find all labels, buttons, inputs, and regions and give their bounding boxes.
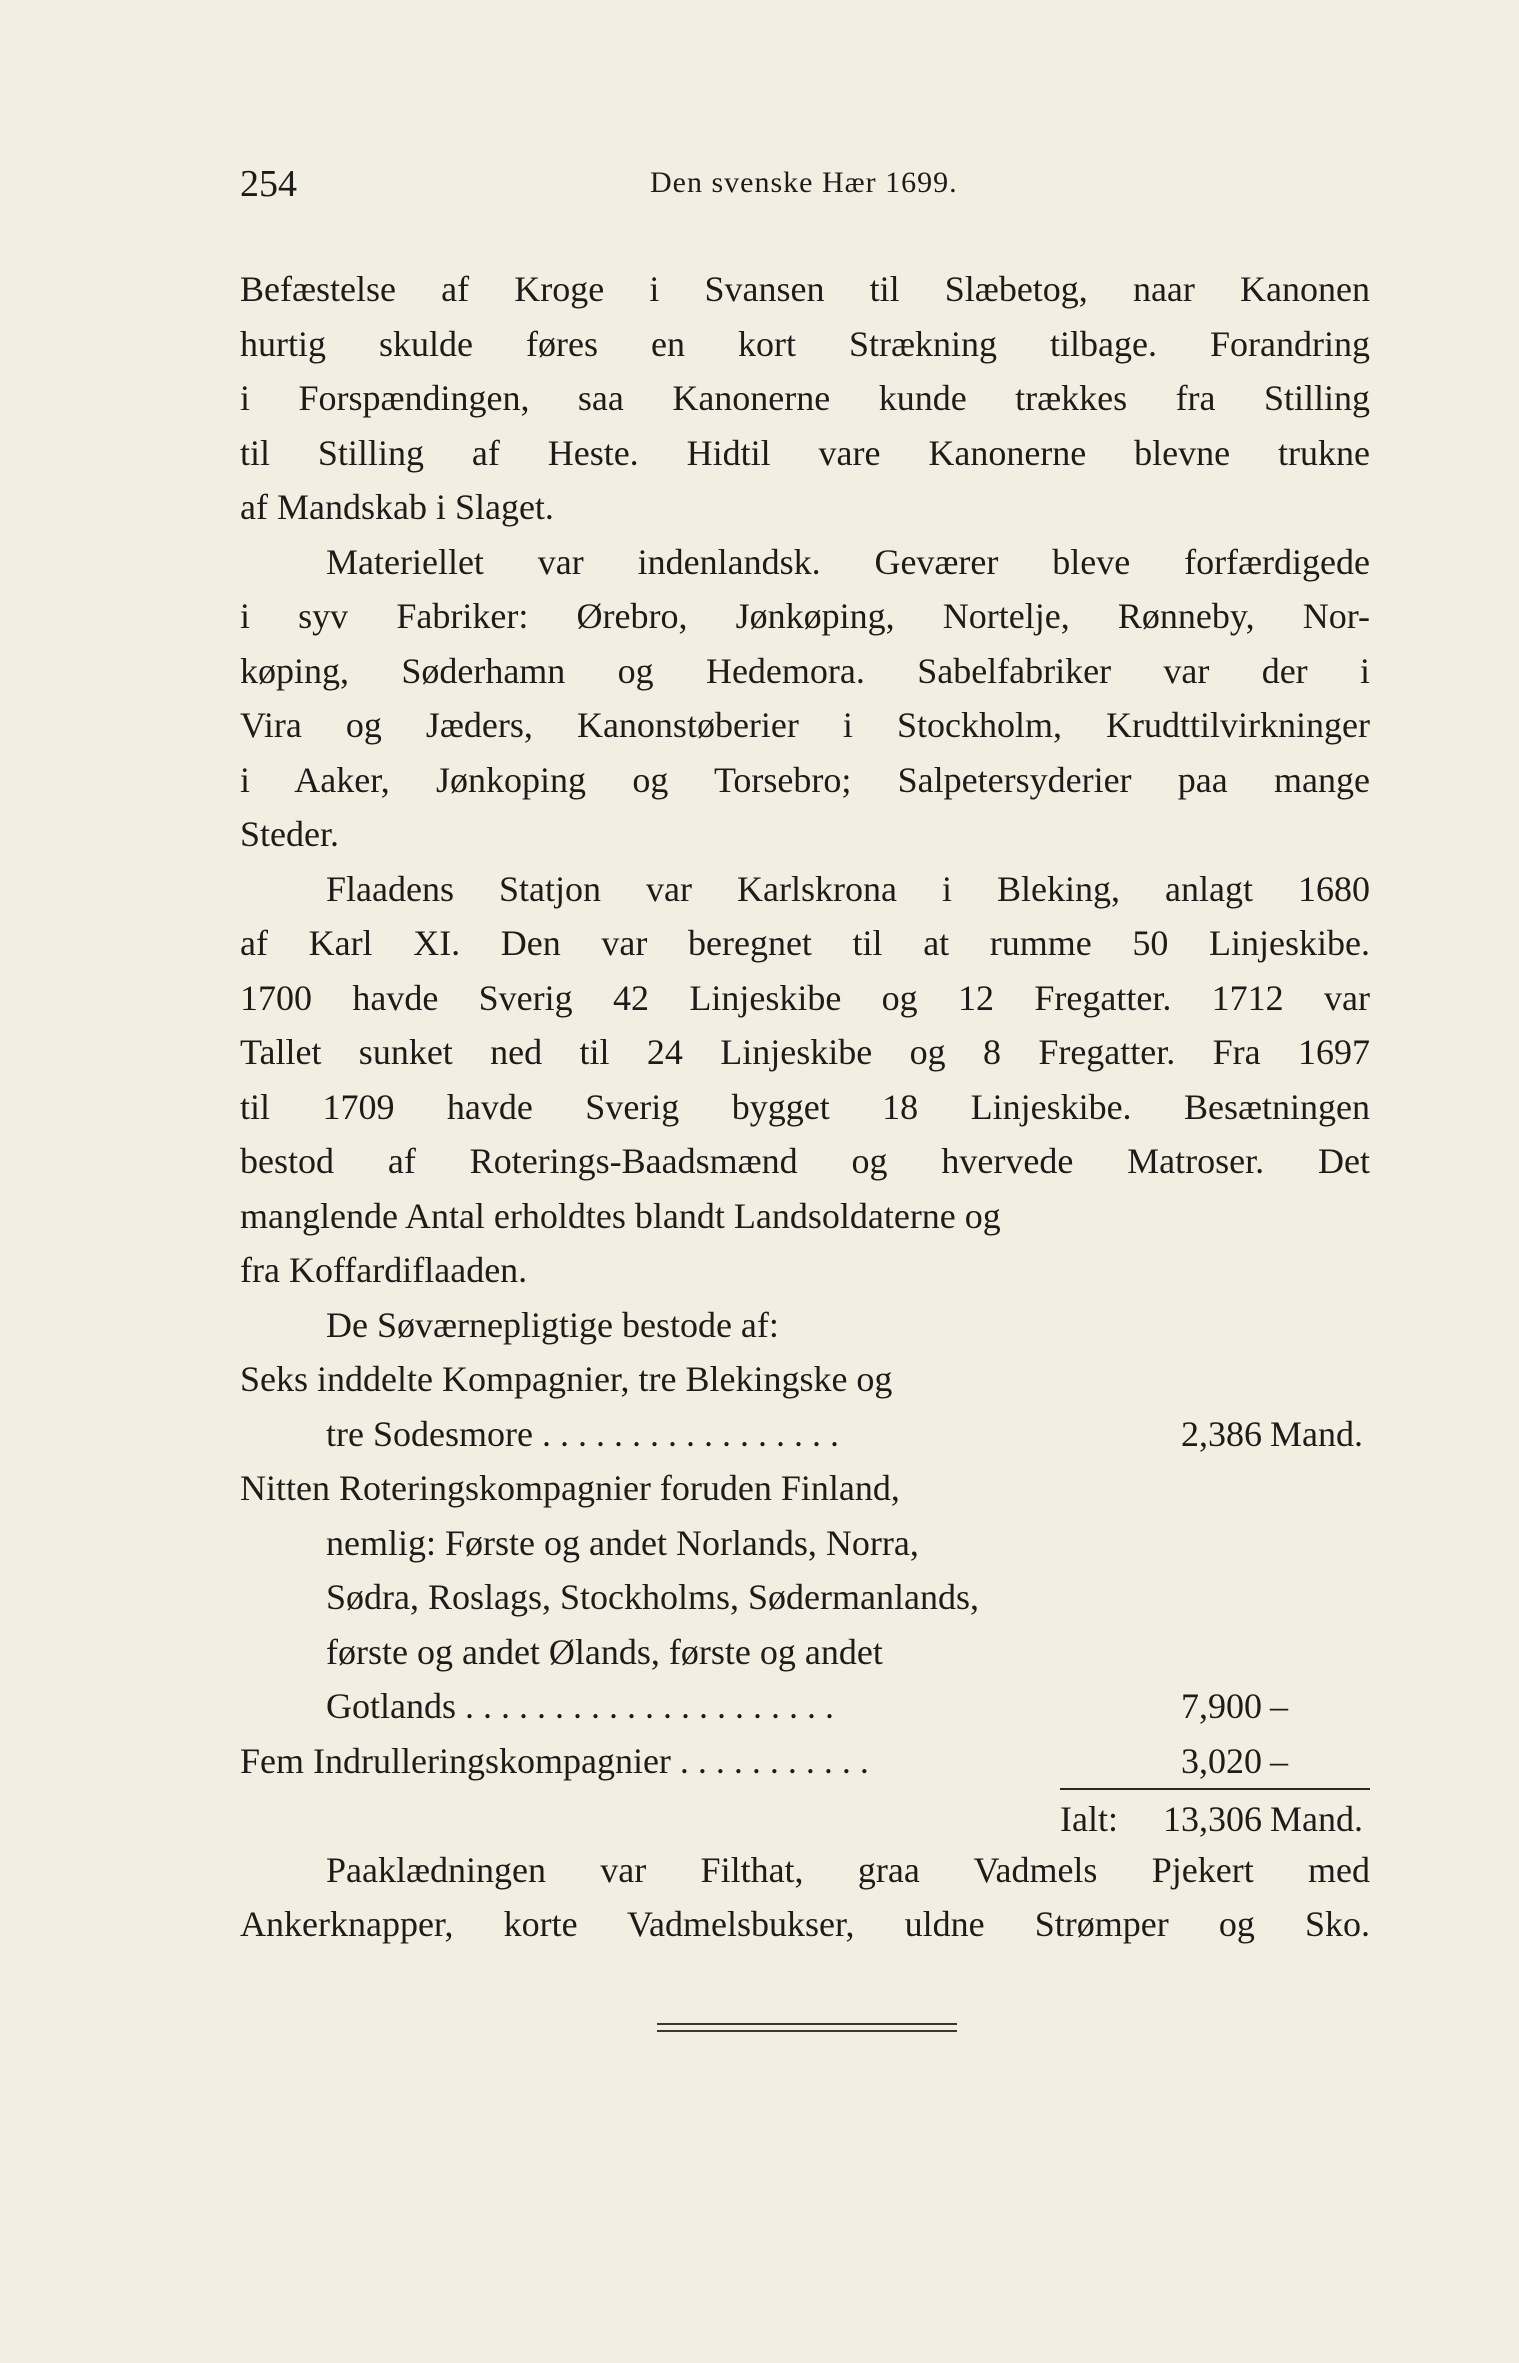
text-line: hurtig skulde føres en kort Strækning tilbage. Forandring bbox=[240, 323, 1370, 364]
paragraph-artillery bbox=[240, 262, 1370, 535]
text-line: Materiellet var indenlandsk. Geværer bleve forfærdigede bbox=[326, 541, 1370, 582]
text-line: Steder. bbox=[240, 814, 339, 854]
body-text bbox=[240, 262, 1370, 1952]
row-unit: – bbox=[1270, 1740, 1288, 1781]
text-line: bestod af Roterings-Baadsmænd og hvervede Matroser. Det bbox=[240, 1141, 1370, 1181]
table-row bbox=[240, 1679, 1370, 1734]
text-line: Ankerknapper, korte Vadmelsbukser, uldne Strømper og Sko. bbox=[240, 1904, 1370, 1944]
text-line: Befæstelse af Kroge i Svansen til Slæbetog, naar Kanonen bbox=[240, 269, 1370, 309]
paragraph-materiel bbox=[240, 535, 1370, 862]
text-line: i Forspændingen, saa Kanonerne kunde trækkes fra Stilling bbox=[240, 378, 1370, 418]
table-row bbox=[240, 1352, 1370, 1407]
table-row bbox=[240, 1625, 1370, 1680]
row-label: Gotlands . . . . . . . . . . . . . . . . . . . . . bbox=[326, 1686, 834, 1726]
total-unit: Mand. bbox=[1270, 1799, 1363, 1839]
row-unit: – bbox=[1270, 1686, 1288, 1726]
text-line: 1700 havde Sverig 42 Linjeskibe og 12 Fregatter. 1712 var bbox=[240, 977, 1370, 1018]
row-label: første og andet Ølands, første og andet bbox=[326, 1631, 883, 1672]
manpower-table bbox=[240, 1352, 1370, 1843]
table-intro: De Søværnepligtige bestode af: bbox=[326, 1304, 779, 1345]
total-label: Ialt: bbox=[1060, 1799, 1118, 1839]
running-title: Den svenske Hær 1699. bbox=[650, 166, 958, 199]
row-unit: Mand. bbox=[1270, 1413, 1363, 1454]
table-row bbox=[240, 1734, 1370, 1789]
sum-rule bbox=[1060, 1788, 1370, 1843]
section-end-rule bbox=[657, 2023, 957, 2037]
row-value: 2,386 bbox=[1181, 1413, 1262, 1454]
text-line: Paaklædningen var Filthat, graa Vadmels Pjekert med bbox=[326, 1849, 1370, 1890]
text-line: Flaadens Statjon var Karlskrona i Bleking, anlagt 1680 bbox=[326, 868, 1370, 909]
text-line: Vira og Jæders, Kanonstøberier i Stockholm, Krudttilvirkninger bbox=[240, 705, 1370, 745]
total-row bbox=[240, 1788, 1370, 1843]
table-row bbox=[240, 1407, 1370, 1462]
page-number: 254 bbox=[240, 163, 297, 205]
row-label: Seks inddelte Kompagnier, tre Blekingske og bbox=[240, 1359, 893, 1399]
table-row bbox=[240, 1516, 1370, 1571]
row-value: 3,020 bbox=[1181, 1740, 1262, 1781]
row-label: Fem Indrulleringskompagnier . . . . . . . . . . . bbox=[240, 1740, 869, 1781]
total-value: 13,306 bbox=[1163, 1799, 1262, 1839]
paragraph-clothing bbox=[240, 1843, 1370, 1952]
text-line: i Aaker, Jønkoping og Torsebro; Salpetersyderier paa mange bbox=[240, 759, 1370, 800]
row-label: tre Sodesmore . . . . . . . . . . . . . . . . . bbox=[326, 1413, 839, 1454]
row-label: Sødra, Roslags, Stockholms, Sødermanlands, bbox=[326, 1577, 979, 1617]
text-line: til 1709 havde Sverig bygget 18 Linjeskibe. Besætningen bbox=[240, 1086, 1370, 1127]
text-line: i syv Fabriker: Ørebro, Jønkøping, Nortelje, Rønneby, Nor- bbox=[240, 596, 1370, 636]
paragraph-fleet bbox=[240, 862, 1370, 1298]
table-row bbox=[240, 1570, 1370, 1625]
text-line: af Mandskab i Slaget. bbox=[240, 487, 554, 527]
text-line: Tallet sunket ned til 24 Linjeskibe og 8 Fregatter. Fra 1697 bbox=[240, 1032, 1370, 1072]
page-header bbox=[240, 162, 1370, 222]
text-line: til Stilling af Heste. Hidtil vare Kanonerne blevne trukne bbox=[240, 432, 1370, 473]
table-row bbox=[240, 1461, 1370, 1516]
row-value: 7,900 bbox=[1181, 1686, 1262, 1726]
row-label: nemlig: Første og andet Norlands, Norra, bbox=[326, 1522, 919, 1563]
text-line: af Karl XI. Den var beregnet til at rumme 50 Linjeskibe. bbox=[240, 923, 1370, 963]
row-label: Nitten Roteringskompagnier foruden Finland, bbox=[240, 1468, 900, 1508]
text-line: fra Koffardiflaaden. bbox=[240, 1250, 528, 1290]
text-line: manglende Antal erholdtes blandt Landsoldaterne og bbox=[240, 1195, 1001, 1236]
text-line: køping, Søderhamn og Hedemora. Sabelfabriker var der i bbox=[240, 650, 1370, 691]
